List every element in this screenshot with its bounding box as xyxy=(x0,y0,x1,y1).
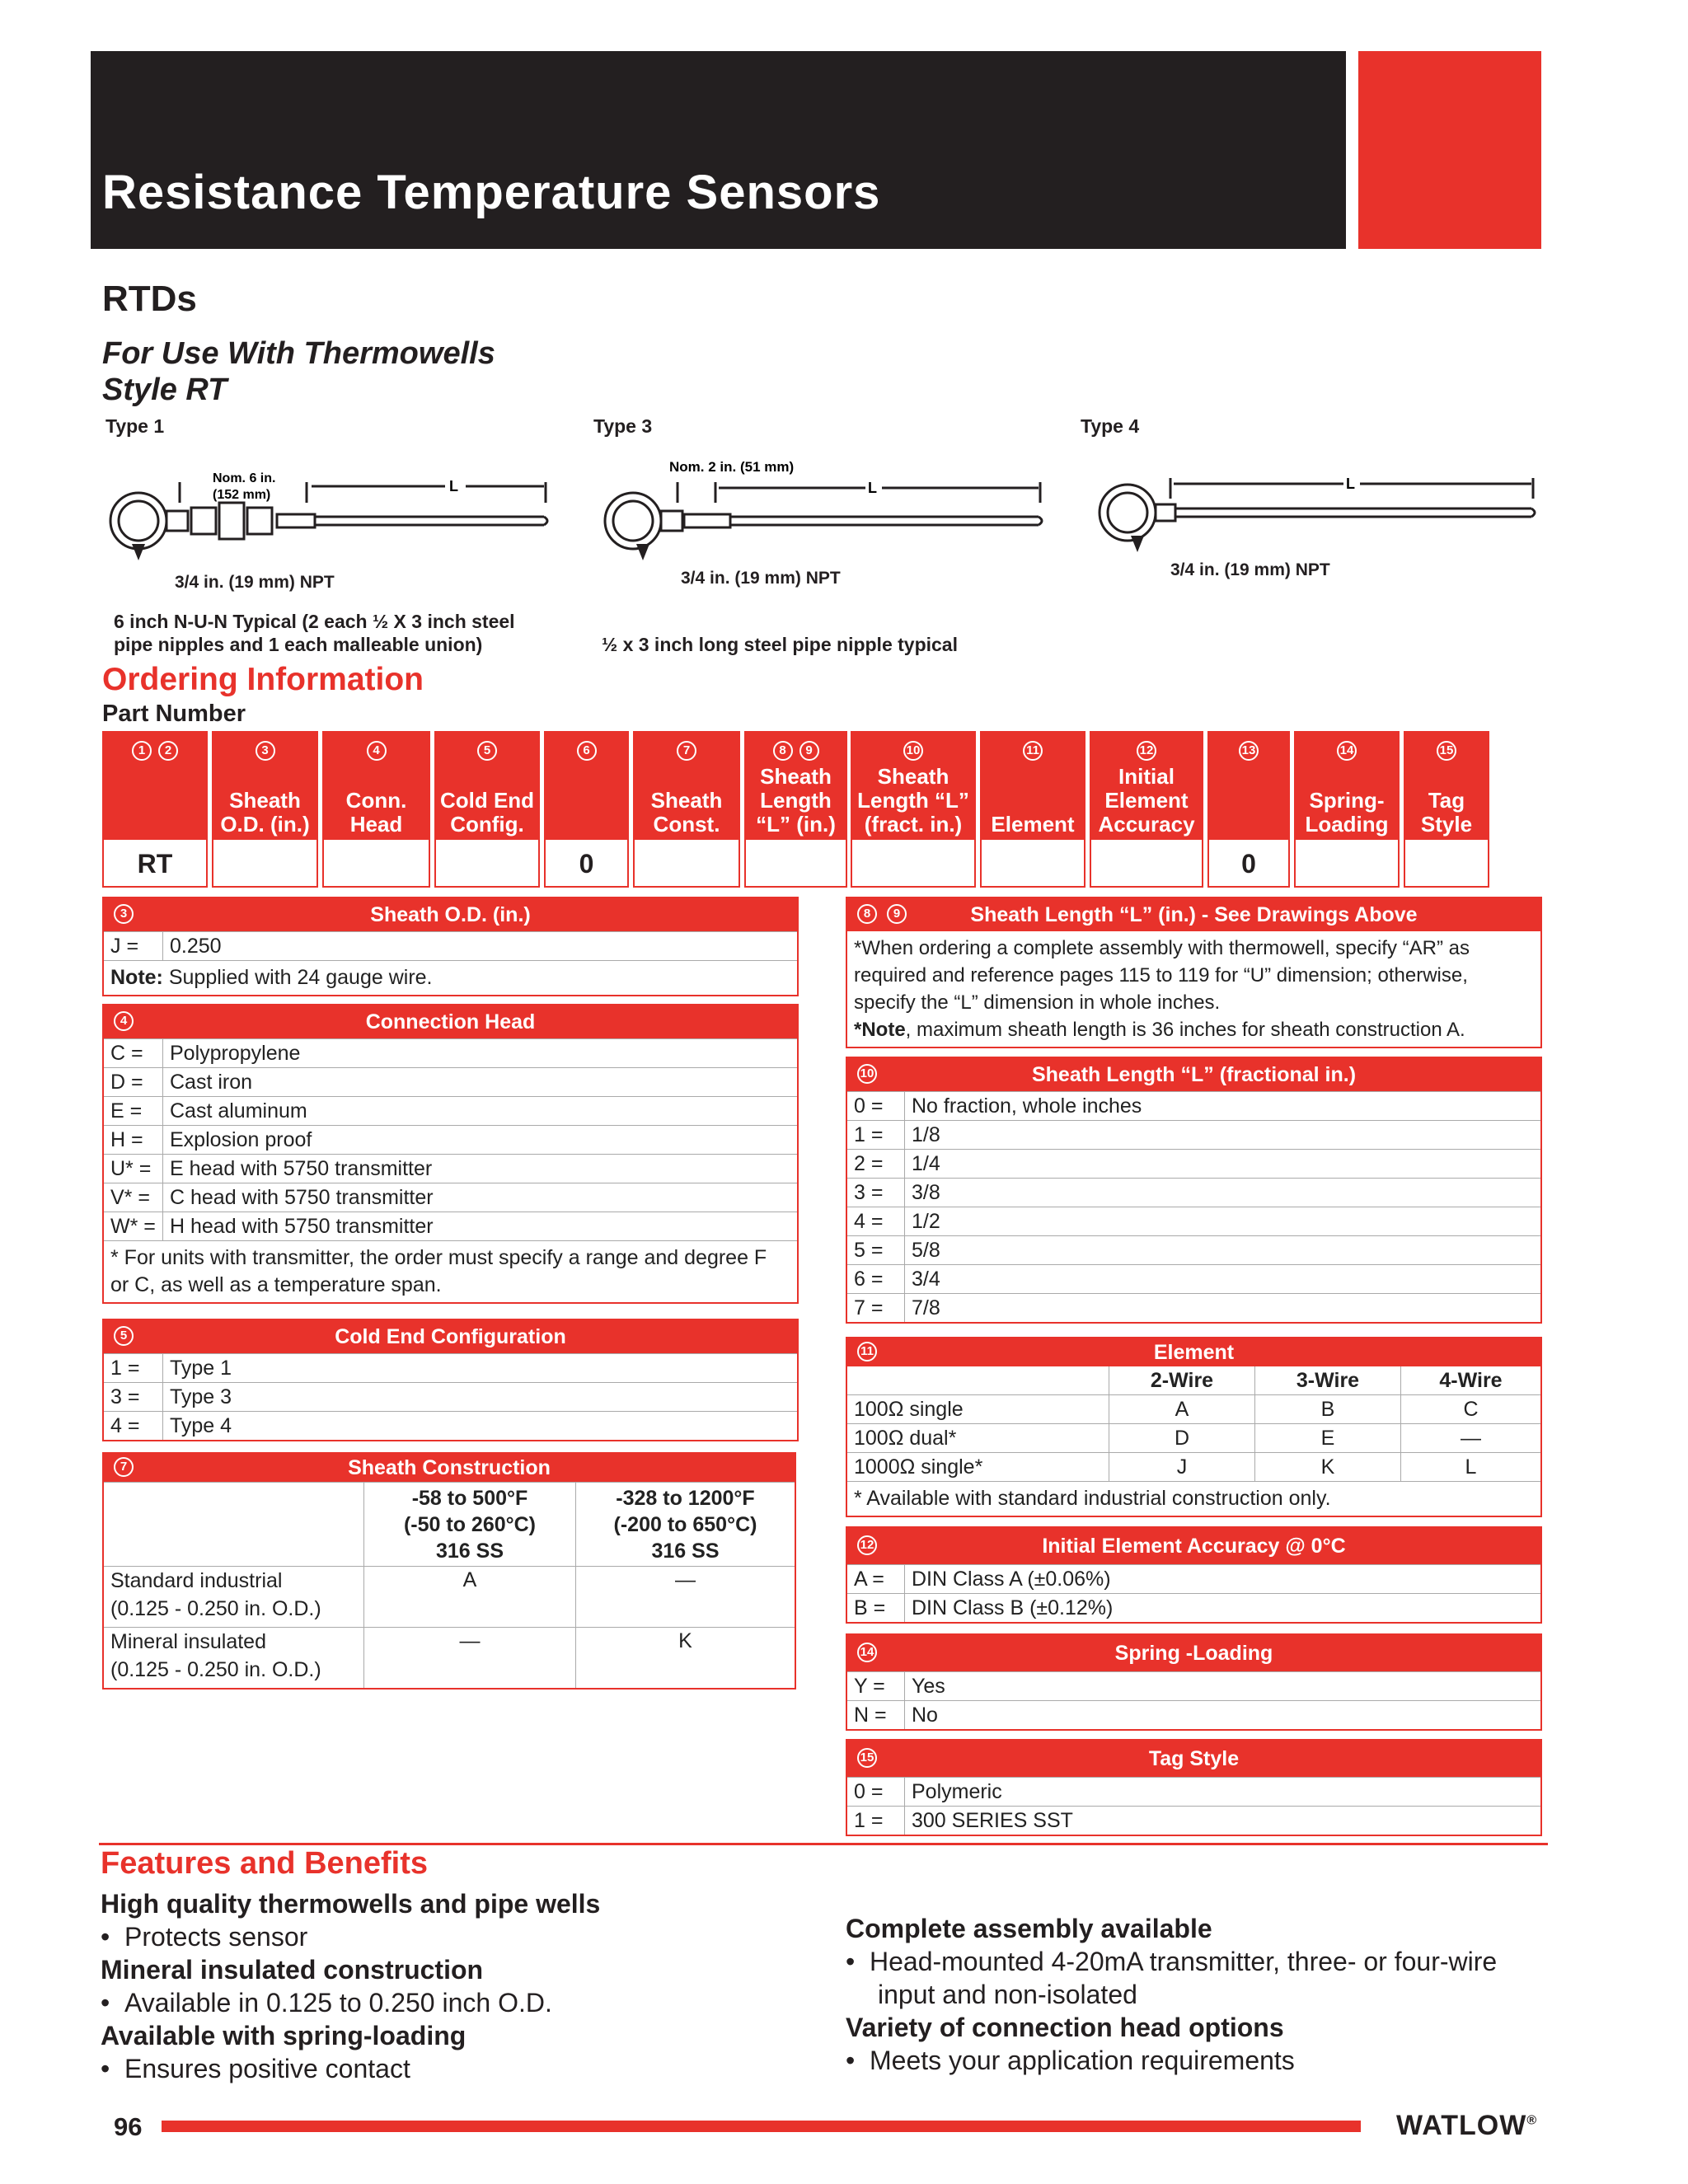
part-number-value xyxy=(436,841,538,886)
value: DIN Class A (±0.06%) xyxy=(912,1567,1111,1591)
type1-caption1: 6 inch N-U-N Typical (2 each ½ X 3 inch steel xyxy=(114,611,515,632)
accuracy-table xyxy=(846,1526,1542,1624)
part-number-value xyxy=(1405,841,1488,886)
code: C = xyxy=(104,1039,163,1067)
value: Cast aluminum xyxy=(170,1099,307,1122)
code: V* = xyxy=(104,1183,163,1212)
type1-label: Type 1 xyxy=(106,415,165,437)
table-row xyxy=(847,1777,1540,1806)
feature-heading: High quality thermowells and pipe wells xyxy=(101,1889,601,1919)
value: Polymeric xyxy=(912,1779,1002,1803)
table-row xyxy=(847,1394,1540,1423)
type3-caption: ½ x 3 inch long steel pipe nipple typical xyxy=(602,634,958,655)
table-row xyxy=(847,1178,1540,1207)
page-title: Resistance Temperature Sensors xyxy=(102,166,881,219)
table-row xyxy=(104,1154,797,1183)
value: Polypropylene xyxy=(170,1041,301,1065)
part-number-value xyxy=(1296,841,1398,886)
part-number-value xyxy=(982,841,1084,886)
type1-diagram xyxy=(99,462,560,585)
num-badge: 13 xyxy=(1239,741,1259,761)
part-number-value: 0 xyxy=(579,848,594,879)
part-number-label: Initial Element Accuracy xyxy=(1098,764,1195,837)
sheath-length-text: *When ordering a complete assembly with thermowell, specify “AR” as xyxy=(854,937,1470,959)
cell: A xyxy=(1109,1395,1255,1423)
table-row xyxy=(847,1264,1540,1293)
type1-nom: Nom. 6 in. xyxy=(213,471,276,485)
spring-table xyxy=(846,1633,1542,1731)
num-badge: 8 xyxy=(773,741,793,761)
cell: A xyxy=(364,1567,576,1627)
part-number-cell xyxy=(544,731,629,888)
code: 1 = xyxy=(104,1354,163,1382)
feature-heading: Variety of connection head options xyxy=(846,2013,1284,2042)
table-row xyxy=(847,1423,1540,1452)
code: 4 = xyxy=(847,1207,905,1235)
code: 4 = xyxy=(104,1412,163,1440)
type1-caption2: pipe nipples and 1 each malleable union) xyxy=(114,634,483,655)
value: 1/8 xyxy=(912,1122,940,1146)
num-badge: 3 xyxy=(114,904,134,924)
num-badge: 2 xyxy=(158,741,178,761)
part-number-cell xyxy=(1294,731,1400,888)
col-header: 2-Wire xyxy=(1109,1366,1255,1394)
cell: C xyxy=(1463,1397,1479,1421)
part-number-label: Tag Style xyxy=(1420,788,1473,837)
table-title: Element xyxy=(1153,1340,1235,1364)
part-number-value xyxy=(852,841,974,886)
table-row xyxy=(104,1183,797,1212)
value: Cast iron xyxy=(170,1070,253,1094)
num-badge: 8 xyxy=(857,904,877,924)
table-title: Sheath Construction xyxy=(348,1455,551,1479)
num-badge: 3 xyxy=(256,741,275,761)
code: 0 = xyxy=(847,1092,905,1120)
table-row xyxy=(847,1207,1540,1235)
element-table xyxy=(846,1337,1542,1517)
cell: — xyxy=(364,1628,576,1688)
num-badge: 15 xyxy=(857,1748,877,1768)
part-number-label: Element xyxy=(991,812,1075,837)
value: 300 SERIES SST xyxy=(912,1808,1073,1832)
part-number-label: Sheath Length “L” (fract. in.) xyxy=(857,764,969,837)
code: 7 = xyxy=(847,1294,905,1322)
col1-header: -58 to 500°F (-50 to 260°C) 316 SS xyxy=(364,1483,576,1566)
part-number-cell xyxy=(212,731,318,888)
page-number: 96 xyxy=(114,2112,143,2141)
num-badge: 14 xyxy=(857,1643,877,1662)
type4-L: L xyxy=(1346,476,1355,492)
tag-table xyxy=(846,1739,1542,1836)
type3-nom: Nom. 2 in. (51 mm) xyxy=(669,459,795,475)
part-number-cell xyxy=(1090,731,1203,888)
table-title: Sheath Length “L” (fractional in.) xyxy=(1031,1062,1357,1086)
table-row xyxy=(847,1293,1540,1322)
sheath-od-table xyxy=(102,897,799,996)
value: Explosion proof xyxy=(170,1127,312,1151)
cell: L xyxy=(1465,1455,1477,1479)
section-style: Style RT xyxy=(102,373,227,407)
feature-bullet: Protects sensor xyxy=(124,1922,308,1952)
features-right: Complete assembly available • Head-mounted 4-20mA transmitter, three- or four-wire input and non-isolated Variety of connection head options • Meets your application requirements xyxy=(846,1914,1498,2075)
part-number-cell xyxy=(633,731,740,888)
num-badge: 12 xyxy=(1137,741,1156,761)
part-number-value: RT xyxy=(137,848,173,879)
feature-heading: Available with spring-loading xyxy=(101,2021,467,2050)
part-number-cell xyxy=(851,731,976,888)
num-badge: 7 xyxy=(677,741,696,761)
part-number-cell xyxy=(102,731,208,888)
num-badge: 6 xyxy=(577,741,597,761)
table-row xyxy=(104,1411,797,1440)
value: No fraction, whole inches xyxy=(912,1094,1142,1118)
value: 3/8 xyxy=(912,1180,940,1204)
table-title: Spring -Loading xyxy=(1114,1641,1273,1665)
code: D = xyxy=(104,1068,163,1096)
cell: E xyxy=(1255,1424,1401,1452)
table-row xyxy=(847,1149,1540,1178)
cell: K xyxy=(1255,1453,1401,1481)
code: 5 = xyxy=(847,1236,905,1264)
table-row xyxy=(104,1125,797,1154)
part-number-value: 0 xyxy=(1241,848,1256,879)
ordering-title: Ordering Information xyxy=(102,662,424,697)
part-number-label: Conn. Head xyxy=(345,788,407,837)
part-number-label: Sheath Length “L” (in.) xyxy=(756,764,836,837)
code: A = xyxy=(847,1565,905,1593)
table-row xyxy=(104,1067,797,1096)
type4-label: Type 4 xyxy=(1081,415,1140,437)
feature-heading: Complete assembly available xyxy=(846,1914,1212,1943)
num-badge: 9 xyxy=(799,741,819,761)
value: 7/8 xyxy=(912,1296,940,1319)
num-badge: 15 xyxy=(1437,741,1456,761)
feature-bullet-cont: input and non-isolated xyxy=(878,1980,1137,2009)
code: 3 = xyxy=(847,1179,905,1207)
part-number-value xyxy=(635,841,738,886)
part-number-cell xyxy=(744,731,847,888)
table-row xyxy=(847,1564,1540,1593)
cell: — xyxy=(1461,1426,1481,1450)
section-title: RTDs xyxy=(102,279,197,319)
features-divider xyxy=(99,1843,1548,1845)
code: E = xyxy=(104,1097,163,1125)
table-row: Mineral insulated (0.125 - 0.250 in. O.D.) xyxy=(104,1628,364,1688)
num-badge: 4 xyxy=(114,1011,134,1031)
type1-npt: 3/4 in. (19 mm) NPT xyxy=(175,573,335,592)
part-number-cell xyxy=(434,731,540,888)
col-header: 4-Wire xyxy=(1439,1368,1503,1392)
type3-diagram xyxy=(593,453,1055,577)
part-number-label: Sheath O.D. (in.) xyxy=(220,788,310,837)
feature-heading: Mineral insulated construction xyxy=(101,1955,484,1985)
table-title: Sheath O.D. (in.) xyxy=(370,902,531,926)
sheath-frac-table xyxy=(846,1057,1542,1324)
sheath-length-table xyxy=(846,897,1542,1048)
cell: 100Ω dual* xyxy=(847,1424,1109,1452)
table-row xyxy=(104,1038,797,1067)
table-title: Connection Head xyxy=(365,1010,536,1033)
table-row xyxy=(847,1671,1540,1700)
code: N = xyxy=(847,1701,905,1729)
table-row xyxy=(847,1091,1540,1120)
num-badge: 10 xyxy=(857,1064,877,1084)
table-row: Standard industrial (0.125 - 0.250 in. O.D.) xyxy=(104,1567,364,1627)
type4-diagram xyxy=(1088,462,1550,577)
value: Yes xyxy=(912,1674,945,1698)
header-accent xyxy=(1358,51,1541,249)
value: 5/8 xyxy=(912,1238,940,1262)
col-header: 3-Wire xyxy=(1255,1366,1401,1394)
value: Type 1 xyxy=(170,1356,232,1380)
part-number-value xyxy=(1091,841,1202,886)
part-number-cell xyxy=(322,731,430,888)
value: No xyxy=(912,1703,938,1727)
feature-bullet: Available in 0.125 to 0.250 inch O.D. xyxy=(124,1988,552,2018)
num-badge: 4 xyxy=(367,741,387,761)
type1-nom-mm: (152 mm) xyxy=(213,488,271,502)
note-text: Supplied with 24 gauge wire. xyxy=(162,966,433,989)
code: B = xyxy=(847,1594,905,1622)
code: 6 = xyxy=(847,1265,905,1293)
part-number-label: Sheath Const. xyxy=(650,788,723,837)
num-badge: 5 xyxy=(477,741,497,761)
table-row xyxy=(847,1452,1540,1481)
part-number-cell xyxy=(1207,731,1290,888)
features-title: Features and Benefits xyxy=(101,1846,428,1881)
code: 2 = xyxy=(847,1150,905,1178)
feature-bullet: Ensures positive contact xyxy=(124,2054,410,2083)
type1-L: L xyxy=(449,478,458,494)
code: H = xyxy=(104,1126,163,1154)
table-row xyxy=(847,1235,1540,1264)
value: E head with 5750 transmitter xyxy=(170,1156,433,1180)
type3-label: Type 3 xyxy=(593,415,653,437)
features-left: High quality thermowells and pipe wells • Protects sensor Mineral insulated construction • Available in 0.125 to 0.250 inch O.D. Available with spring-loading • Ensures positive contact xyxy=(101,1889,601,2083)
part-number-label: Spring- Loading xyxy=(1305,788,1389,837)
table-title: Sheath Length “L” (in.) - See Drawings Above xyxy=(970,902,1418,926)
num-badge: 10 xyxy=(903,741,923,761)
table-row xyxy=(847,1700,1540,1729)
cell: D xyxy=(1109,1424,1255,1452)
value: 1/2 xyxy=(912,1209,940,1233)
code: J = xyxy=(104,932,163,960)
table-row xyxy=(847,1120,1540,1149)
value: Type 3 xyxy=(170,1385,232,1408)
table-row xyxy=(104,1382,797,1411)
cold-end-table xyxy=(102,1319,799,1441)
type3-npt: 3/4 in. (19 mm) NPT xyxy=(681,569,841,588)
value: C head with 5750 transmitter xyxy=(170,1185,434,1209)
section-subtitle: For Use With Thermowells xyxy=(102,336,495,371)
sheath-length-text: required and reference pages 115 to 119 for “U” dimension; otherwise, xyxy=(854,964,1468,987)
sheath-length-text: specify the “L” dimension in whole inches. xyxy=(854,991,1221,1014)
brand-logo: WATLOW® xyxy=(1396,2110,1538,2141)
num-badge: 11 xyxy=(1023,741,1043,761)
cell: J xyxy=(1109,1453,1255,1481)
value: DIN Class B (±0.12%) xyxy=(912,1596,1114,1619)
value: Type 4 xyxy=(170,1413,232,1437)
table-row xyxy=(847,1806,1540,1835)
num-badge: 9 xyxy=(887,904,907,924)
part-number-label: Cold End Config. xyxy=(439,788,535,837)
part-number-cell xyxy=(980,731,1085,888)
table-title: Initial Element Accuracy @ 0°C xyxy=(1042,1534,1346,1558)
cell: K xyxy=(678,1629,692,1652)
conn-head-note: * For units with transmitter, the order must specify a range and degree F or C, as well as a temperature span. xyxy=(104,1240,797,1302)
table-title: Cold End Configuration xyxy=(335,1324,566,1348)
feature-bullet: Head-mounted 4-20mA transmitter, three- or four-wire xyxy=(869,1947,1498,1976)
num-badge: 11 xyxy=(857,1342,877,1361)
col2-header: -328 to 1200°F (-200 to 650°C) 316 SS xyxy=(613,1486,757,1563)
part-number-label: Part Number xyxy=(102,701,246,727)
num-badge: 7 xyxy=(114,1457,134,1477)
code: 0 = xyxy=(847,1778,905,1806)
cell: 1000Ω single* xyxy=(847,1453,1109,1481)
table-row xyxy=(104,1212,797,1240)
cell: 100Ω single xyxy=(847,1395,1109,1423)
type3-L: L xyxy=(868,480,877,496)
part-number-cell xyxy=(1404,731,1489,888)
value: H head with 5750 transmitter xyxy=(170,1214,434,1238)
part-number-value xyxy=(213,841,316,886)
sheath-const-table xyxy=(102,1452,796,1690)
value: 3/4 xyxy=(912,1267,940,1291)
conn-head-table xyxy=(102,1004,799,1304)
element-note: * Available with standard industrial construction only. xyxy=(847,1481,1540,1516)
code: 1 = xyxy=(847,1121,905,1149)
num-badge: 5 xyxy=(114,1326,134,1346)
footer-bar xyxy=(162,2121,1361,2132)
cell: — xyxy=(675,1568,696,1591)
table-row xyxy=(104,1353,797,1382)
code: 1 = xyxy=(847,1807,905,1835)
value: 0.250 xyxy=(170,934,222,958)
num-badge: 1 xyxy=(132,741,152,761)
cell: B xyxy=(1255,1395,1401,1423)
part-number-value xyxy=(746,841,846,886)
note-label: *Note xyxy=(854,1019,906,1041)
table-row xyxy=(847,1593,1540,1622)
num-badge: 12 xyxy=(857,1535,877,1555)
value: 1/4 xyxy=(912,1151,940,1175)
table-row xyxy=(104,1096,797,1125)
code: Y = xyxy=(847,1672,905,1700)
table-title: Tag Style xyxy=(1148,1746,1240,1770)
note-text: , maximum sheath length is 36 inches for sheath construction A. xyxy=(905,1019,1465,1041)
note-label: Note: xyxy=(110,966,163,989)
code: U* = xyxy=(104,1155,163,1183)
type4-npt: 3/4 in. (19 mm) NPT xyxy=(1170,560,1330,579)
feature-bullet: Meets your application requirements xyxy=(869,2046,1295,2075)
num-badge: 14 xyxy=(1337,741,1357,761)
part-number-value xyxy=(324,841,429,886)
code: W* = xyxy=(104,1212,163,1240)
code: 3 = xyxy=(104,1383,163,1411)
